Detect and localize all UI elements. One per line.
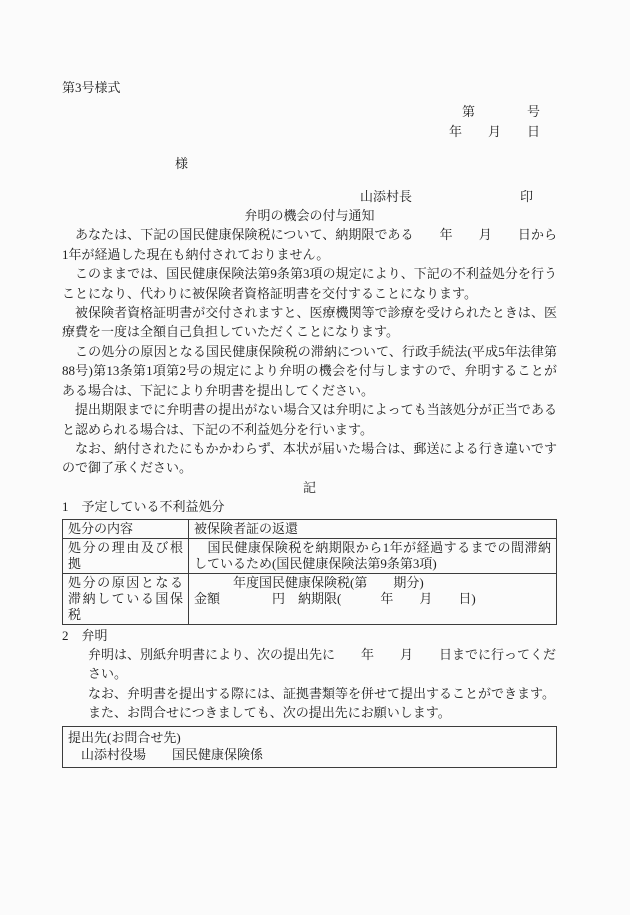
- value-line: 被保険者証の返還: [194, 520, 299, 536]
- section2-line: また、お問合せにつきましても、次の提出先にお願いします。: [88, 705, 451, 721]
- body-paragraph: あなたは、下記の国民健康保険税について、納期限である 年 月 日から1年が経過した現在も納付されておりません。: [62, 227, 557, 262]
- submission-box-title: 提出先(お問合せ先): [68, 729, 181, 745]
- form-number-label: 第3号様式: [62, 80, 121, 95]
- ki-separator: 記: [302, 479, 316, 495]
- section2-line: なお、弁明書を提出する際には、証拠書類等を併せて提出することができます。: [88, 685, 555, 701]
- document-title: 弁明の機会の付与通知: [244, 208, 375, 224]
- table-row: [63, 519, 557, 538]
- section2-heading: 2 弁明: [62, 627, 108, 643]
- body-paragraph: 提出期限までに弁明書の提出がない場合又は弁明によっても当該処分が正当であると認められる場合は、下記の不利益処分を行います。: [62, 402, 557, 437]
- value-line: 年度国民健康保険税(第 期分): [194, 574, 424, 590]
- unfavorable-disposition-table: [62, 519, 557, 625]
- row-value-disposition-content: [189, 519, 557, 538]
- body-paragraph: この処分の原因となる国民健康保険税の滞納について、行政手続法(平成5年法律第88号)第13条第1項第2号の規定により弁明の機会を付与しますので、弁明することがある場合は、下記により弁明書を提出してください。: [62, 343, 557, 398]
- submission-contact-box: [62, 726, 557, 768]
- submission-box-address: 山添村役場 国民健康保険係: [81, 746, 264, 762]
- issue-date-line: 年 月 日: [448, 123, 540, 139]
- section1-heading: 1 予定している不利益処分: [62, 499, 225, 515]
- section2-line: 弁明は、別紙弁明書により、次の提出先に 年 月 日までに行ってください。: [88, 646, 557, 682]
- value-line: 国民健康保険税を納期限から1年が経過するまでの間滞納しているため(国民健康保険法第9条第3項): [194, 539, 551, 571]
- value-line: 金額 円 納期限( 年 月 日): [194, 590, 476, 606]
- official-seal-mark: 印: [519, 188, 533, 204]
- table-row: [63, 538, 557, 573]
- row-label-delinquent-tax: 処分の原因となる滞納している国保税: [63, 573, 189, 624]
- document-number-line: 第 号: [461, 104, 540, 120]
- sender-name: 山添村長: [360, 188, 413, 204]
- row-label-reason-basis: 処分の理由及び根拠: [63, 538, 189, 573]
- body-paragraph: 被保険者資格証明書が交付されますと、医療機関等で診療を受けられたときは、医療費を一度は全額自己負担していただくことになります。: [62, 305, 557, 340]
- body-paragraph: このままでは、国民健康保険法第9条第3項の規定により、下記の不利益処分を行うことになり、代わりに被保険者資格証明書を交付することになります。: [62, 266, 557, 301]
- table-row: [63, 573, 557, 624]
- body-paragraph: なお、納付されたにもかかわらず、本状が届いた場合は、郵送による行き違いですので御了承ください。: [62, 440, 557, 476]
- sender-line: [62, 187, 557, 206]
- row-label-disposition-content: 処分の内容: [63, 519, 189, 538]
- row-value-reason-basis: [189, 538, 557, 573]
- row-value-delinquent-tax: [189, 573, 557, 624]
- addressee-honorific: 様: [175, 156, 189, 172]
